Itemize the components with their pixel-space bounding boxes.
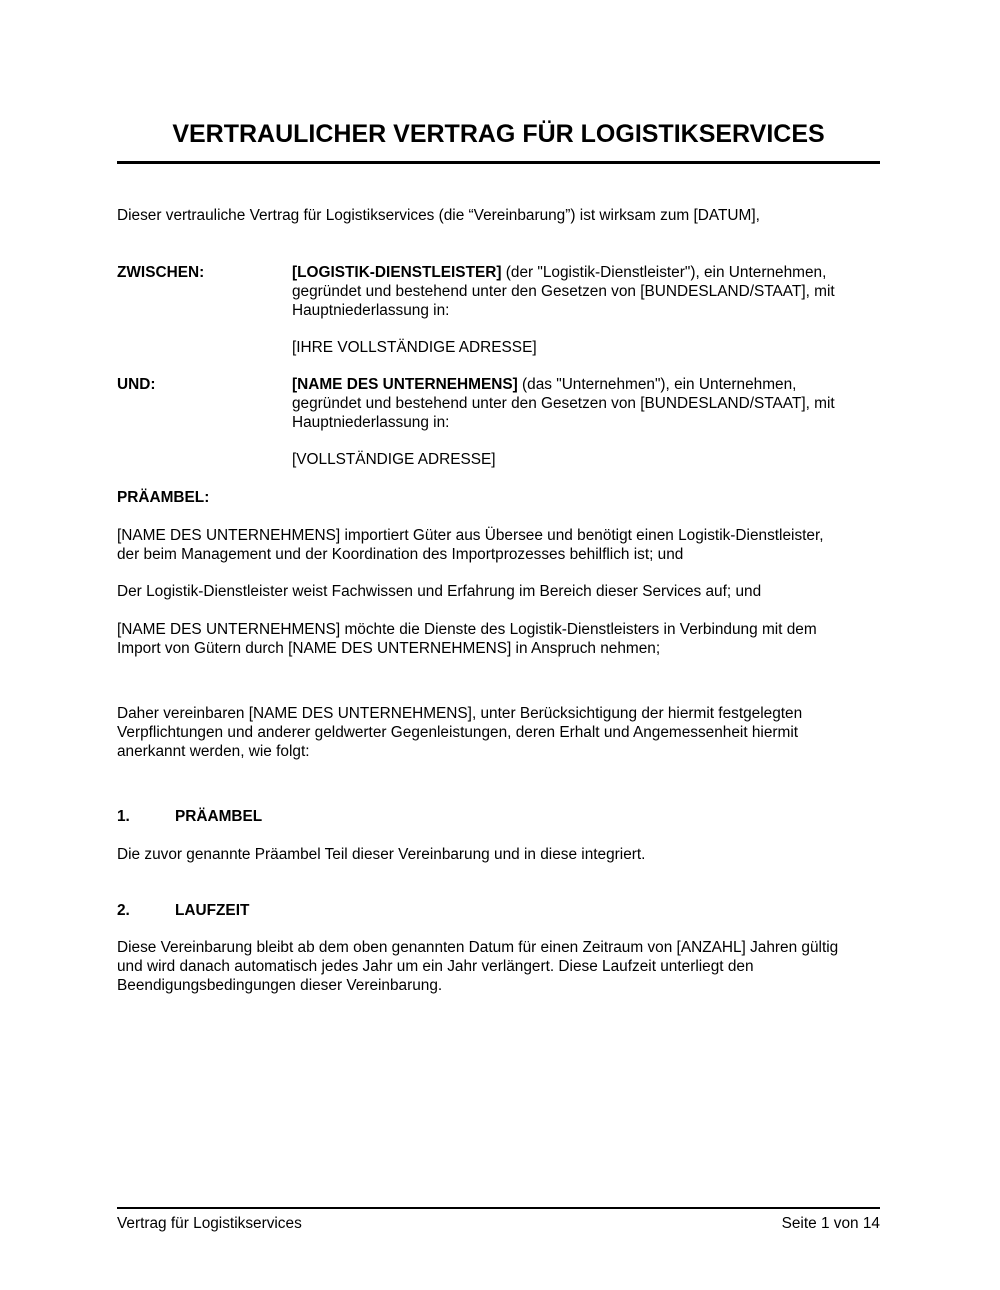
text-line: Daher vereinbaren [NAME DES UNTERNEHMENS], unter Berücksichtigung der hiermit festgelegten — [117, 705, 803, 722]
text-line: [NAME DES UNTERNEHMENS] importiert Güter aus Übersee und benötigt einen Logistik-Dienstleister, — [117, 527, 824, 544]
text-line: Verpflichtungen und anderer geldwerter Gegenleistungen, deren Erhalt und Angemessenheit hiermit — [117, 724, 799, 741]
text-line: anerkannt werden, wie folgt: — [117, 743, 310, 760]
section-number: 1. — [117, 808, 130, 825]
party-line-1 — [292, 263, 892, 282]
intro-paragraph: Dieser vertrauliche Vertrag für Logistikservices (die “Vereinbarung”) ist wirksam zum [DATUM], — [117, 207, 760, 224]
party-block-company — [292, 375, 892, 432]
party-address: [VOLLSTÄNDIGE ADRESSE] — [292, 451, 496, 468]
party-line-3: Hauptniederlassung in: — [292, 302, 450, 319]
agreement-paragraph — [117, 704, 892, 761]
party-block-logistics-provider — [292, 263, 892, 320]
party-name: [NAME DES UNTERNEHMENS] — [292, 376, 518, 393]
party-line-1 — [292, 375, 892, 394]
title-divider — [117, 161, 880, 164]
document-title: VERTRAULICHER VERTRAG FÜR LOGISTIKSERVICES — [172, 120, 825, 148]
party-line-2: gegründet und bestehend unter den Gesetzen von [BUNDESLAND/STAAT], mit — [292, 283, 835, 300]
preamble-label: PRÄAMBEL: — [117, 489, 210, 506]
party-name: [LOGISTIK-DIENSTLEISTER] — [292, 264, 502, 281]
text-line: Import von Gütern durch [NAME DES UNTERNEHMENS] in Anspruch nehmen; — [117, 640, 661, 657]
section-2-body — [117, 938, 892, 995]
text-line: Die zuvor genannte Präambel Teil dieser Vereinbarung und in diese integriert. — [117, 846, 646, 863]
party-label-und: UND: — [117, 376, 156, 393]
text-line: der beim Management und der Koordination des Importprozesses behilflich ist; und — [117, 546, 684, 563]
text-line: und wird danach automatisch jedes Jahr um ein Jahr verlängert. Diese Laufzeit unterliegt den — [117, 958, 754, 975]
section-number: 2. — [117, 902, 130, 919]
text-line: Diese Vereinbarung bleibt ab dem oben genannten Datum für einen Zeitraum von [ANZAHL] Jahren gültig — [117, 939, 839, 956]
preamble-paragraph-3 — [117, 620, 892, 658]
preamble-paragraph-1 — [117, 526, 892, 564]
footer-page-number: Seite 1 von 14 — [781, 1215, 880, 1232]
section-1-body — [117, 845, 892, 864]
party-line-3: Hauptniederlassung in: — [292, 414, 450, 431]
text-line: Beendigungsbedingungen dieser Vereinbarung. — [117, 977, 443, 994]
party-line-1-rest: (der "Logistik-Dienstleister"), ein Unternehmen, — [501, 264, 827, 281]
text-line: Der Logistik-Dienstleister weist Fachwissen und Erfahrung im Bereich dieser Services auf; und — [117, 583, 762, 600]
footer-document-name: Vertrag für Logistikservices — [117, 1215, 302, 1232]
section-title: LAUFZEIT — [175, 902, 250, 919]
preamble-paragraph-2 — [117, 582, 892, 601]
section-title: PRÄAMBEL — [175, 808, 263, 825]
party-line-2: gegründet und bestehend unter den Gesetzen von [BUNDESLAND/STAAT], mit — [292, 395, 835, 412]
text-line: [NAME DES UNTERNEHMENS] möchte die Dienste des Logistik-Dienstleisters in Verbindung mit dem — [117, 621, 817, 638]
party-address: [IHRE VOLLSTÄNDIGE ADRESSE] — [292, 339, 537, 356]
party-label-zwischen: ZWISCHEN: — [117, 264, 205, 281]
footer-divider — [117, 1207, 880, 1209]
party-line-1-rest: (das "Unternehmen"), ein Unternehmen, — [517, 376, 797, 393]
